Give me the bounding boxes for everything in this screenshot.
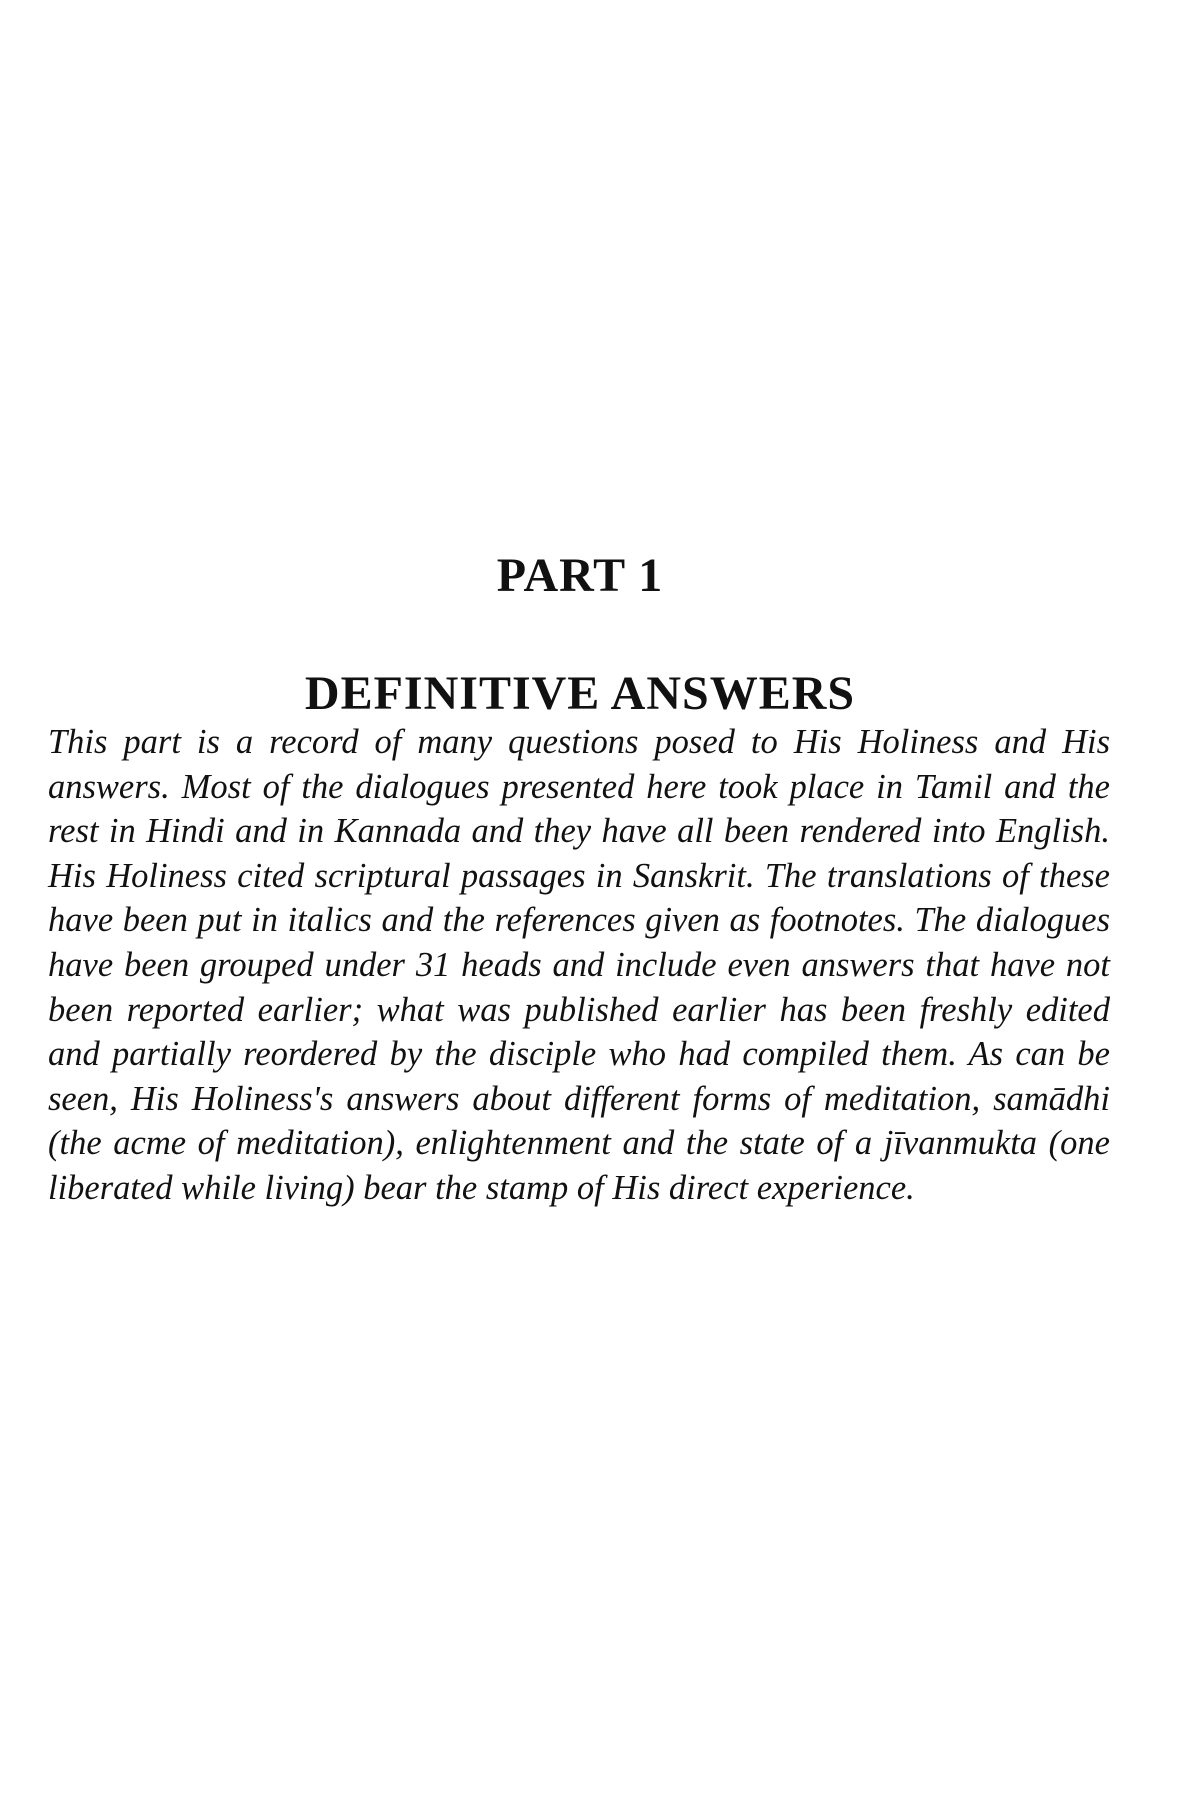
part-heading: PART 1: [496, 549, 664, 602]
section-heading: DEFINITIVE ANSWERS: [304, 667, 856, 720]
intro-paragraph: This part is a record of many questions posed to His Holiness and His answers. Most of the dialogues presented here took place in Tamil and the rest in Hindi and in Kannada and they have all been rendered into English. His Holiness cited scriptural passages in Sanskrit. The translations of these have been put in italics and the references given as footnotes. The dialogues have been grouped under 31 heads and include even answers that have not been reported earlier; what was published earlier has been freshly edited and partially reordered by the disciple who had compiled them. As can be seen, His Holiness's answers about different forms of meditation, samādhi (the acme of meditation), enlightenment and the state of a jīvanmukta (one liberated while living) bear the stamp of His direct experience.: [48, 723, 1110, 1207]
